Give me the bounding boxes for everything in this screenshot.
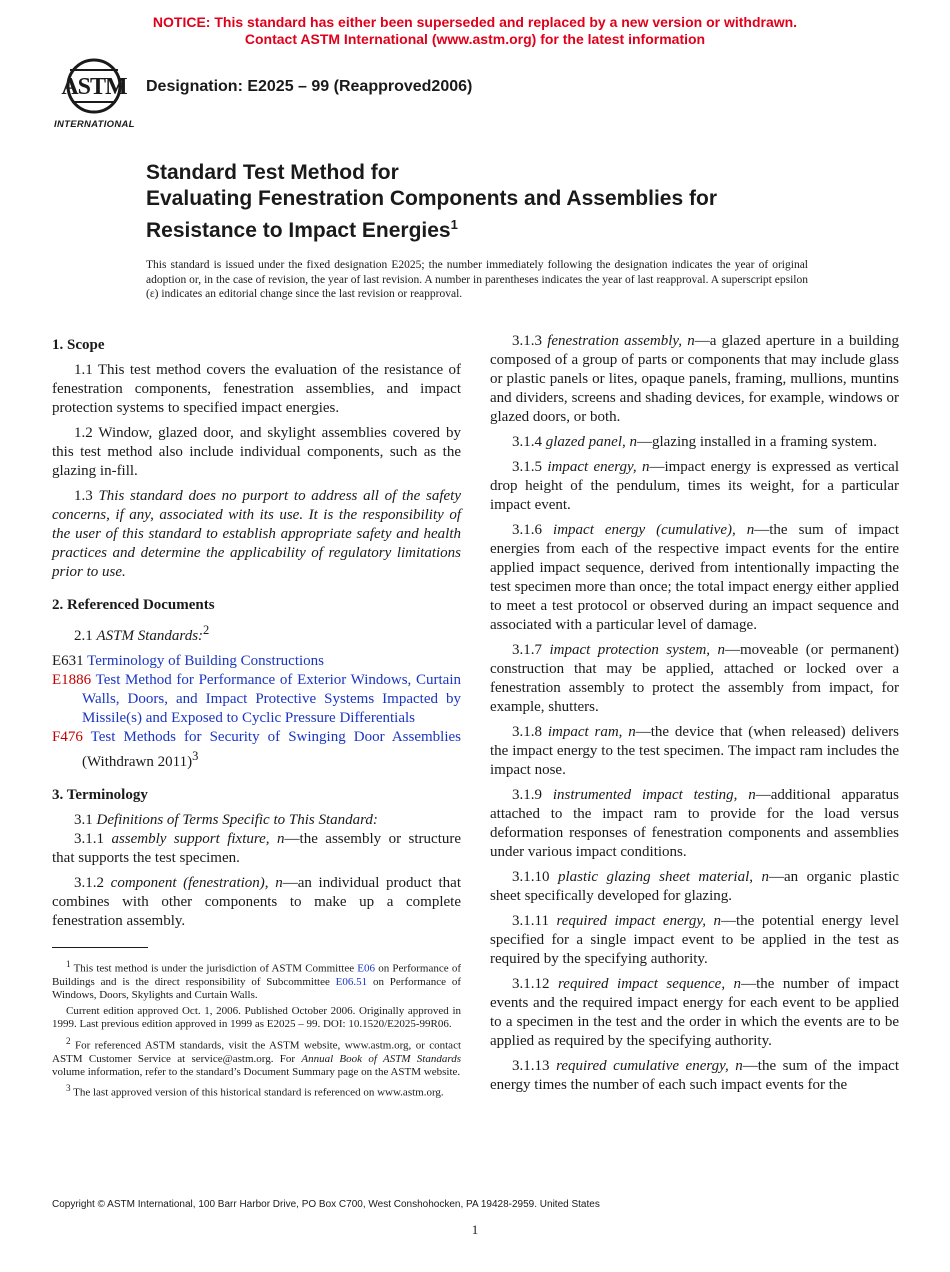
def-term: impact energy (cumulative), n xyxy=(553,522,755,538)
def-text: —moveable (or permanent) construction that may be applied, attached or locked over a fenestration assembly to protect the assembly from impact, for example, shutters. xyxy=(490,642,899,715)
astm-standards-lead xyxy=(52,621,461,646)
footnote-divider xyxy=(52,947,148,948)
def-num: 3.1.11 xyxy=(512,913,549,929)
ref-sup: 3 xyxy=(192,749,199,763)
fn1-link-e0651[interactable]: E06.51 xyxy=(335,975,368,988)
astm-standards-sup: 2 xyxy=(203,623,210,637)
section-referenced-heading: 2. Referenced Documents xyxy=(52,597,215,613)
def-text: —additional apparatus attached to the impact ram to provide for the load versus deformation responses of fenestration components and assemblies under various impact conditions. xyxy=(490,787,899,860)
def-term: instrumented impact testing, n xyxy=(552,787,756,803)
def-term: assembly support fixture, n xyxy=(111,831,285,847)
title-footnote-ref: 1 xyxy=(450,217,458,232)
copyright: Copyright © ASTM International, 100 Barr Harbor Drive, PO Box C700, West Conshohocken, PA 19428-2959. United States xyxy=(52,1199,600,1210)
def-text: —an organic plastic sheet specifically developed for glazing. xyxy=(490,869,899,904)
notice-line2: Contact ASTM International (www.astm.org) for the latest information xyxy=(244,31,706,47)
definition xyxy=(490,458,899,515)
def-term: impact energy, n xyxy=(547,459,650,475)
ref-title-link[interactable]: Terminology of Building Constructions xyxy=(87,653,325,669)
intro-paragraph: This standard is issued under the fixed designation E2025; the number immediately following the designation indicates the year of original adoption or, in the case of revision, the year of last revision. A number in parentheses indicates the year of last reapproval. A superscript epsilon (ε) indicates an editorial change since the last revision or reapproval. xyxy=(146,259,808,300)
scope-1-1: 1.1 This test method covers the evaluation of the resistance of fenestration components, fenestration assemblies, and impact protection systems to specified impact energies. xyxy=(52,362,461,416)
section-scope-heading: 1. Scope xyxy=(52,337,105,353)
footnote-3: $^3$ The last approved version of this historical standard is referenced on www.astm.org. xyxy=(66,1082,444,1099)
definition xyxy=(490,912,899,969)
designation: Designation: E2025 – 99 (Reapproved2006) xyxy=(146,78,473,95)
def-num: 3.1.9 xyxy=(512,787,542,803)
def-term: required impact sequence, n xyxy=(558,976,742,992)
scope-1-3-num: 1.3 xyxy=(74,488,93,504)
fn2-text: For referenced ASTM standards, visit the ASTM website, www.astm.org, or contact ASTM Customer Service at service@astm.org. For xyxy=(52,1039,462,1065)
left-column xyxy=(52,332,461,937)
term-3-1-num: 3.1 xyxy=(74,812,93,828)
term-3-1-text: Definitions of Terms Specific to This Standard: xyxy=(96,812,378,828)
ref-e1886[interactable] xyxy=(52,671,461,728)
def-num: 3.1.8 xyxy=(512,724,542,740)
def-num: 3.1.4 xyxy=(512,434,542,450)
astm-logo-icon xyxy=(52,56,136,134)
def-term: required impact energy, n xyxy=(556,913,721,929)
definition xyxy=(490,332,899,427)
title-line2: Evaluating Fenestration Components and Assemblies for xyxy=(146,187,717,210)
def-text: —a glazed aperture in a building composed of a group of parts or components that may include glass or plastic panels or lites, opaque panels, framing, mullions, muntins and dividers, screens and shading devices, for example, windows or glazed doors, or both. xyxy=(490,333,900,425)
def-num: 3.1.1 xyxy=(74,831,104,847)
ref-suffix: (Withdrawn 2011) xyxy=(82,754,193,770)
def-term: fenestration assembly, n xyxy=(547,333,695,349)
def-num: 3.1.13 xyxy=(512,1058,550,1074)
logo-text: INTERNATIONAL xyxy=(54,119,135,130)
def-num: 3.1.5 xyxy=(512,459,542,475)
definition xyxy=(490,786,899,862)
ref-code-link[interactable]: E1886 xyxy=(52,672,92,688)
term-3-1 xyxy=(52,811,461,830)
definition xyxy=(490,433,899,452)
fn1-text: This test method is under the jurisdiction of ASTM Committee xyxy=(73,962,358,975)
def-term: component (fenestration), n xyxy=(110,875,283,891)
def-text: —the sum of impact energies from each of the respective impact events for the entire applied impact sequence, derived from intentionally impacting the test specimen more than once; the total impact energy either applied to meet a test protocol or observed during an impact sequence and associated with a particular level of damage. xyxy=(490,522,899,633)
ref-title-link[interactable]: Test Methods for Security of Swinging Door Assemblies xyxy=(90,729,461,745)
ref-title-link[interactable]: Test Method for Performance of Exterior Windows, Curtain Walls, Doors, and Impact Protective Systems Impacted by Missile(s) and Exposed to Cyclic Pressure Differentials xyxy=(82,672,461,726)
definition xyxy=(490,521,899,635)
def-text: —the potential energy level specified for a single impact event to be applied in the test as required by the specifying authority. xyxy=(490,913,899,967)
def-text: —glazing installed in a framing system. xyxy=(637,434,877,450)
definition xyxy=(490,641,899,717)
def-term: impact protection system, n xyxy=(549,642,725,658)
def-text: —an individual product that combines with other components to make up a complete fenestration assembly. xyxy=(52,875,462,929)
page-number: 1 xyxy=(471,1222,479,1237)
ref-f476[interactable] xyxy=(52,728,461,772)
footnote-2: $^2$ For referenced ASTM standards, visit the ASTM website, www.astm.org, or contact ASTM Customer Service at service@astm.org. For Annual Book of ASTM Standards volume information, refer to the standard’s Document Summary page on the ASTM website. xyxy=(52,1035,462,1078)
astm-standards-num: 2.1 xyxy=(74,628,93,644)
right-column xyxy=(490,332,899,1101)
ref-code: E631 xyxy=(52,653,84,669)
title-line3: Resistance to Impact Energies xyxy=(146,219,451,242)
def-num: 3.1.10 xyxy=(512,869,550,885)
definition xyxy=(52,874,461,931)
fn1-text: on Performance of Buildings and is the direct responsibility of Subcommittee xyxy=(52,962,461,988)
astm-standards-label: ASTM Standards: xyxy=(96,628,204,644)
footnote-1-edition: Current edition approved Oct. 1, 2006. Published October 2006. Originally approved in 1999. Last previous edition approved in 1999 as E2025 – 99. DOI: 10.1520/E2025-99R06. xyxy=(52,1005,461,1031)
scope-1-3 xyxy=(52,487,461,582)
definition xyxy=(52,830,461,868)
def-num: 3.1.6 xyxy=(512,522,542,538)
fn1-link-e06[interactable]: E06 xyxy=(357,962,376,975)
scope-1-2: 1.2 Window, glazed door, and skylight assemblies covered by this test method also include individual components, such as the glazing in-fill. xyxy=(52,425,461,479)
def-text: —the sum of the impact energy times the number of each such impact events for the xyxy=(490,1058,899,1093)
scope-1-3-text: This standard does no purport to address all of the safety concerns, if any, associated with its use. It is the responsibility of the user of this standard to establish appropriate safety and health practices and determine the applicability of regulatory limitations prior to use. xyxy=(52,488,461,580)
definition xyxy=(490,1057,899,1095)
svg-text:ASTM: ASTM xyxy=(61,74,127,100)
def-text: —the device that (when released) delivers the impact energy to the test specimen. The impact ram includes the impact nose. xyxy=(490,724,899,778)
def-term: glazed panel, n xyxy=(545,434,637,450)
notice-banner xyxy=(0,14,950,48)
fn2-text: volume information, refer to the standard’s Document Summary page on the ASTM website. xyxy=(52,1065,461,1078)
notice-line1: NOTICE: This standard has either been superseded and replaced by a new version or withdrawn. xyxy=(152,14,798,30)
def-num: 3.1.3 xyxy=(512,333,542,349)
def-text: —impact energy is expressed as vertical drop height of the pendulum, times its weight, for a particular impact event. xyxy=(490,459,899,513)
def-num: 3.1.7 xyxy=(512,642,542,658)
section-terminology-heading: 3. Terminology xyxy=(52,787,148,803)
fn1-text: on Performance of Windows, Doors, Skylights and Curtain Walls. xyxy=(52,975,461,1002)
title-line1: Standard Test Method for xyxy=(146,161,399,184)
ref-code-link[interactable]: F476 xyxy=(52,729,83,745)
def-num: 3.1.12 xyxy=(512,976,550,992)
def-term: plastic glazing sheet material, n xyxy=(557,869,769,885)
def-term: required cumulative energy, n xyxy=(556,1058,743,1074)
definition xyxy=(490,868,899,906)
def-num: 3.1.2 xyxy=(74,875,104,891)
footnote-1: $^1$ This test method is under the jurisdiction of ASTM Committee E06 on Performance of Buildings and is the direct responsibility of Subcommittee E06.51 on Performance of Windows, Doors, Skylights and Curtain Walls. xyxy=(52,959,461,1002)
footnotes xyxy=(52,958,461,1103)
fn3-text: The last approved version of this historical standard is referenced on www.astm.org. xyxy=(73,1086,444,1099)
def-text: —the number of impact events and the required impact energy for each event to be applied to a specimen in the test and the order in which the events are to be applied as required by the specifying authority. xyxy=(490,976,899,1049)
definition xyxy=(490,975,899,1051)
ref-e631[interactable] xyxy=(52,652,461,671)
document-title xyxy=(146,160,717,244)
def-text: —the assembly or structure that supports the test specimen. xyxy=(52,831,462,866)
fn2-italic: Annual Book of ASTM Standards xyxy=(301,1052,461,1065)
definition xyxy=(490,723,899,780)
def-term: impact ram, n xyxy=(547,724,636,740)
